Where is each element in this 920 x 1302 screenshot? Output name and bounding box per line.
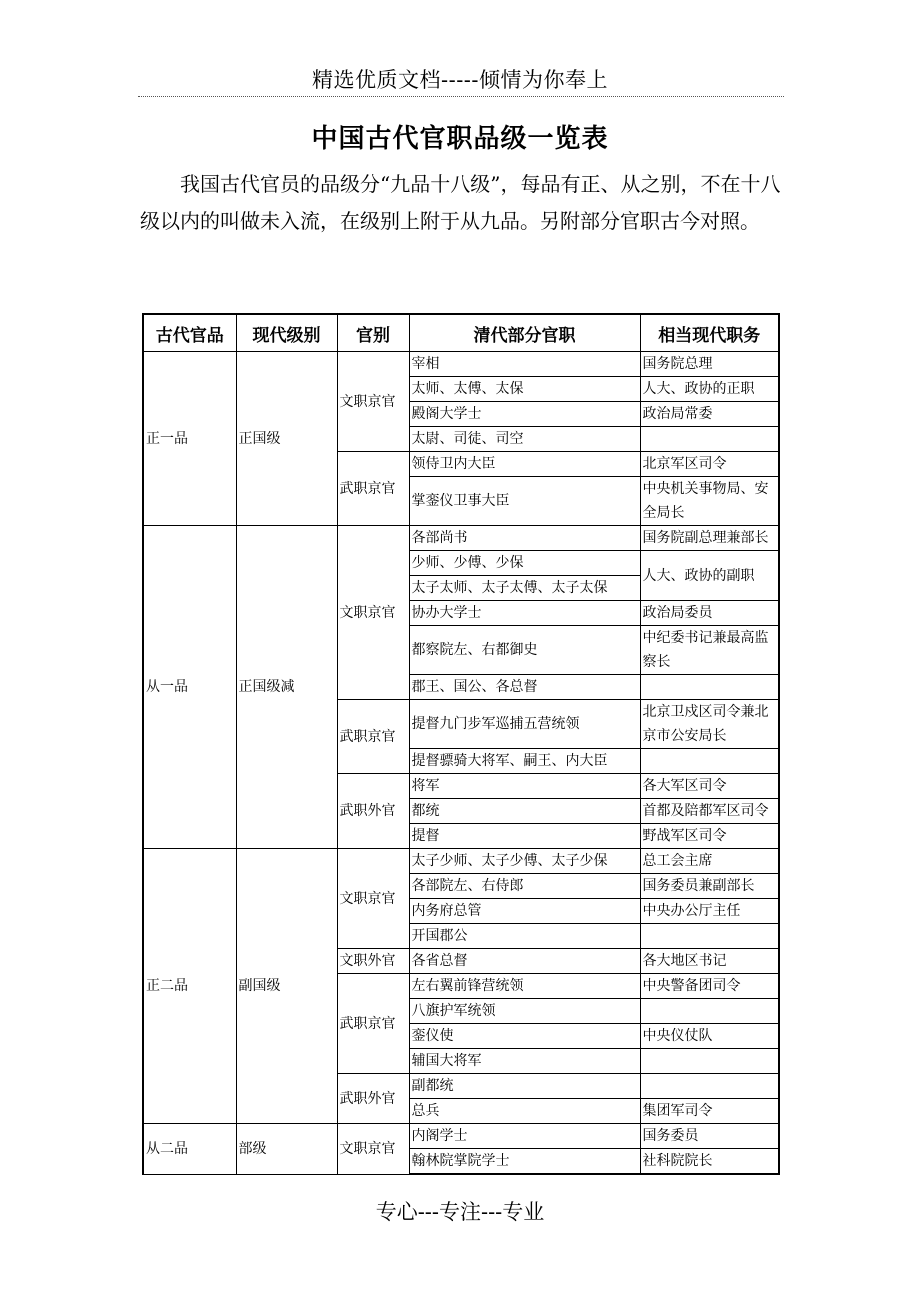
- official-cell: 辅国大将军: [409, 1049, 640, 1074]
- intro-paragraph: 我国古代官员的品级分“九品十八级”，每品有正、从之别，不在十八级以内的叫做未入流，在级别上附于从九品。另附部分官职古今对照。: [140, 172, 781, 233]
- official-cell: 将军: [409, 774, 640, 799]
- modern-level-cell: 副国级: [236, 849, 337, 1124]
- official-cell: 协办大学士: [409, 601, 640, 626]
- official-cell: 太子太师、太子太傅、太子太保: [409, 576, 640, 601]
- official-cell: 左右翼前锋营统领: [409, 974, 640, 999]
- modern-post-cell: 中央警备团司令: [640, 974, 779, 999]
- header-modern-post: 相当现代职务: [640, 314, 779, 352]
- modern-post-cell: 中央机关事物局、安全局长: [640, 477, 779, 526]
- modern-post-cell: 政治局委员: [640, 601, 779, 626]
- modern-post-cell: 人大、政协的副职: [640, 551, 779, 601]
- official-cell: 郡王、国公、各总督: [409, 675, 640, 700]
- category-cell: 文职京官: [337, 352, 409, 452]
- category-cell: 武职京官: [337, 452, 409, 526]
- modern-level-cell: 正国级减: [236, 526, 337, 849]
- header-ancient-rank: 古代官品: [143, 314, 236, 352]
- official-cell: 领侍卫内大臣: [409, 452, 640, 477]
- category-cell: 武职外官: [337, 1074, 409, 1124]
- document-title: 中国古代官职品级一览表: [311, 124, 609, 154]
- official-cell: 开国郡公: [409, 924, 640, 949]
- official-cell: 殿阁大学士: [409, 402, 640, 427]
- header-modern-level: 现代级别: [236, 314, 337, 352]
- category-cell: 文职京官: [337, 526, 409, 700]
- table-row: [143, 352, 779, 377]
- official-cell: 各部尚书: [409, 526, 640, 551]
- header-qing-official: 清代部分官职: [409, 314, 640, 352]
- official-cell: 八旗护军统领: [409, 999, 640, 1024]
- table-row: [143, 849, 779, 874]
- category-cell: 文职外官: [337, 949, 409, 974]
- table-row: [143, 1124, 779, 1149]
- rank-cell: 正二品: [143, 849, 236, 1124]
- official-cell: 各省总督: [409, 949, 640, 974]
- category-cell: 文职京官: [337, 1124, 409, 1175]
- modern-post-cell: 国务院总理: [640, 352, 779, 377]
- official-cell: 总兵: [409, 1099, 640, 1124]
- category-cell: 武职京官: [337, 974, 409, 1074]
- category-cell: 文职京官: [337, 849, 409, 949]
- modern-post-cell: 国务委员兼副部长: [640, 874, 779, 899]
- modern-post-cell: 人大、政协的正职: [640, 377, 779, 402]
- rank-table: [142, 313, 780, 1175]
- official-cell: 内阁学士: [409, 1124, 640, 1149]
- modern-post-cell: 集团军司令: [640, 1099, 779, 1124]
- modern-post-cell: 国务委员: [640, 1124, 779, 1149]
- official-cell: 提督骠骑大将军、嗣王、内大臣: [409, 749, 640, 774]
- official-cell: 各部院左、右侍郎: [409, 874, 640, 899]
- official-cell: 掌銮仪卫事大臣: [409, 477, 640, 526]
- official-cell: 太尉、司徒、司空: [409, 427, 640, 452]
- official-cell: 太子少师、太子少傅、太子少保: [409, 849, 640, 874]
- modern-post-cell: 北京卫戍区司令兼北京市公安局长: [640, 700, 779, 749]
- modern-post-cell: 各大地区书记: [640, 949, 779, 974]
- official-cell: 副都统: [409, 1074, 640, 1099]
- header-divider: [138, 96, 784, 97]
- official-cell: 宰相: [409, 352, 640, 377]
- modern-post-cell: [640, 749, 779, 774]
- modern-post-cell: 政治局常委: [640, 402, 779, 427]
- modern-post-cell: 首都及陪都军区司令: [640, 799, 779, 824]
- modern-post-cell: [640, 924, 779, 949]
- modern-post-cell: 中央办公厅主任: [640, 899, 779, 924]
- table-body: [143, 352, 779, 1175]
- modern-post-cell: 中央仪仗队: [640, 1024, 779, 1049]
- official-cell: 提督九门步军巡捕五营统领: [409, 700, 640, 749]
- modern-post-cell: 社科院院长: [640, 1149, 779, 1175]
- rank-cell: 正一品: [143, 352, 236, 526]
- official-cell: 銮仪使: [409, 1024, 640, 1049]
- modern-post-cell: 中纪委书记兼最高监察长: [640, 626, 779, 675]
- rank-cell: 从一品: [143, 526, 236, 849]
- modern-post-cell: 国务院副总理兼部长: [640, 526, 779, 551]
- modern-post-cell: 各大军区司令: [640, 774, 779, 799]
- modern-level-cell: 正国级: [236, 352, 337, 526]
- official-cell: 都统: [409, 799, 640, 824]
- official-cell: 都察院左、右都御史: [409, 626, 640, 675]
- rank-cell: 从二品: [143, 1124, 236, 1175]
- table-row: [143, 526, 779, 551]
- modern-post-cell: [640, 675, 779, 700]
- official-cell: 提督: [409, 824, 640, 849]
- official-cell: 内务府总管: [409, 899, 640, 924]
- header-category: 官别: [337, 314, 409, 352]
- modern-post-cell: [640, 999, 779, 1024]
- modern-post-cell: 野战军区司令: [640, 824, 779, 849]
- official-cell: 翰林院掌院学士: [409, 1149, 640, 1175]
- official-cell: 太师、太傅、太保: [409, 377, 640, 402]
- page-footer: 专心---专注---专业: [375, 1200, 545, 1224]
- modern-post-cell: 北京军区司令: [640, 452, 779, 477]
- page-header: 精选优质文档-----倾情为你奉上: [312, 68, 608, 92]
- modern-post-cell: [640, 1074, 779, 1099]
- table-header-row: [143, 314, 779, 352]
- category-cell: 武职外官: [337, 774, 409, 849]
- modern-post-cell: [640, 427, 779, 452]
- category-cell: 武职京官: [337, 700, 409, 774]
- modern-level-cell: 部级: [236, 1124, 337, 1175]
- modern-post-cell: [640, 1049, 779, 1074]
- modern-post-cell: 总工会主席: [640, 849, 779, 874]
- official-cell: 少师、少傅、少保: [409, 551, 640, 576]
